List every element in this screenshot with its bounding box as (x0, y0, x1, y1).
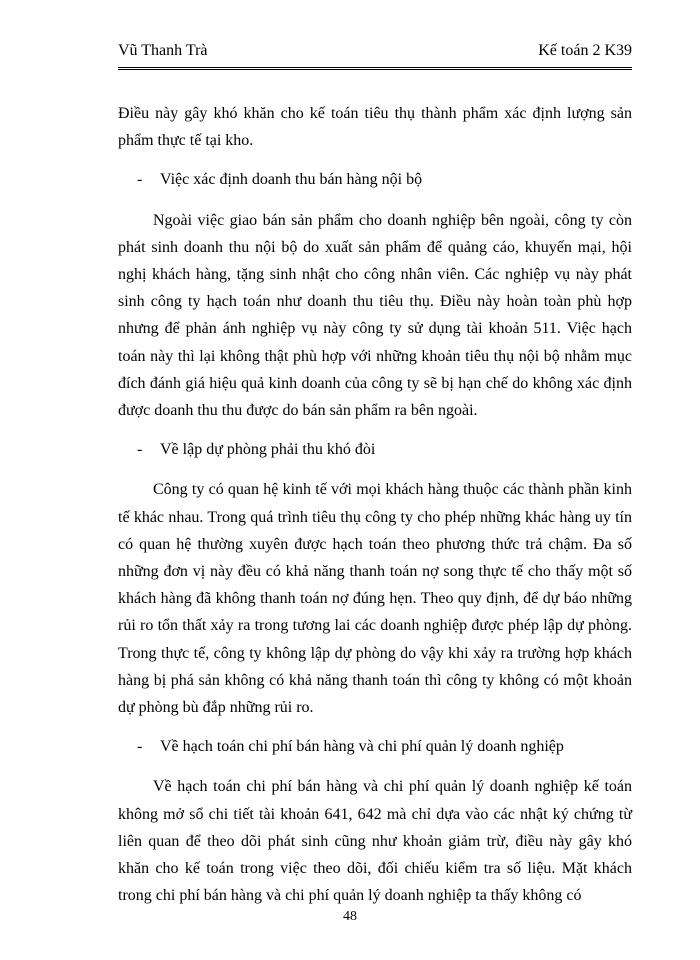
header-divider (118, 67, 632, 70)
paragraph-continuation: Điều này gây khó khăn cho kế toán tiêu thụ thành phẩm xác định lượng sản phẩm thực tế tại kho. (118, 105, 632, 150)
page-header (118, 36, 632, 66)
document-body (118, 100, 632, 921)
paragraph-doubtful-debt: Công ty có quan hệ kinh tế với mọi khách hàng thuộc các thành phần kinh tế khác nhau. Trong quá trình tiêu thụ công ty cho phép những khác hàng uy tín có quan hệ thường xuyên được hạch toán theo phương thức trả chậm. Đa số những đơn vị này đều có khả năng thanh toán nợ song thực tế cho thấy một số khách hàng đã không thanh toán nợ đúng hẹn. Theo quy định, để dự báo những rủi ro tổn thất xảy ra trong tương lai các doanh nghiệp được phép lập dự phòng. Trong thực tế, công ty không lập dự phòng do vậy khi xảy ra trường hợp khách hàng bị phá sản không có khả năng thanh toán thì công ty không có một khoản dự phòng bù đắp những rủi ro. (118, 481, 632, 717)
paragraph-internal-revenue: Ngoài việc giao bán sản phẩm cho doanh nghiệp bên ngoài, công ty còn phát sinh doanh thu nội bộ do xuất sản phẩm để quảng cáo, khuyến mại, hội nghị khách hàng, tặng sinh nhật cho công nhân viên. Các nghiệp vụ này phát sinh công ty hạch toán như doanh thu tiêu thụ. Điều này hoàn toàn phù hợp nhưng để phản ánh nghiệp vụ này công ty sử dụng tài khoản 511. Việc hạch toán này thì lại không thật phù hợp với những khoản tiêu thụ nội bộ nhằm mục đích đánh giá hiệu quả kinh doanh của công ty sẽ bị hạn chế do không xác định được doanh thu thu được do bán sản phẩm ra bên ngoài. (118, 211, 632, 420)
bullet-dash: - (137, 738, 143, 756)
paragraph-selling-admin-costs: Về hạch toán chi phí bán hàng và chi phí quản lý doanh nghiệp kế toán không mở sổ chi tiết tài khoản 641, 642 mà chỉ dựa vào các nhật ký chứng từ liên quan để theo dõi phát sinh cũng như khoản giảm trừ, điều này gây khó khăn cho kế toán trong việc theo dõi, đối chiếu kiểm tra số liệu. Mặt khách trong chi phí bán hàng và chi phí quản lý doanh nghiệp ta thấy không có (118, 778, 632, 905)
header-course: Kế toán 2 K39 (538, 42, 632, 59)
header-author: Vũ Thanh Trà (118, 42, 208, 59)
bullet-heading: Việc xác định doanh thu bán hàng nội bộ (160, 171, 423, 189)
page-number: 48 (343, 909, 357, 924)
bullet-heading: Về hạch toán chi phí bán hàng và chi phí quản lý doanh nghiệp (160, 738, 564, 756)
bullet-dash: - (137, 441, 143, 459)
bullet-internal-revenue (118, 166, 632, 193)
bullet-heading: Về lập dự phòng phải thu khó đòi (160, 441, 376, 459)
bullet-dash: - (137, 171, 143, 189)
bullet-selling-admin-costs (118, 733, 632, 760)
bullet-doubtful-debt (118, 436, 632, 463)
